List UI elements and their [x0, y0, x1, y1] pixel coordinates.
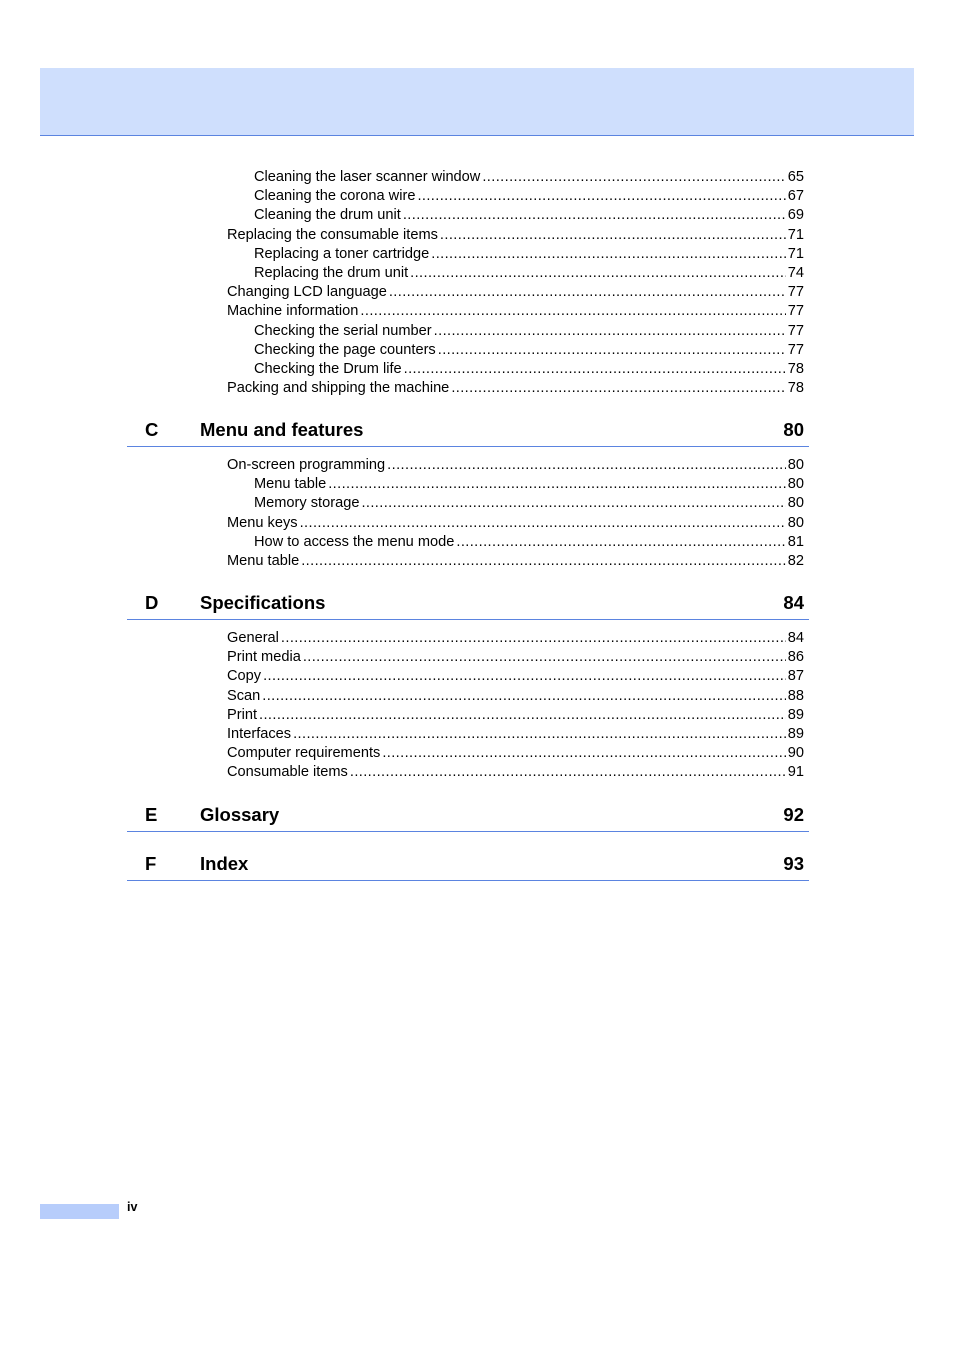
dot-leader: [387, 456, 786, 475]
chapter-heading[interactable]: [127, 590, 809, 620]
dot-leader: [263, 667, 786, 686]
chapter-letter: D: [145, 592, 159, 613]
toc-entry-title: Computer requirements: [227, 745, 381, 762]
toc-entry[interactable]: [227, 456, 804, 475]
toc-entry[interactable]: [254, 322, 804, 341]
toc-entry[interactable]: [254, 494, 804, 513]
toc-entry-page: 90: [787, 745, 804, 762]
toc-entry-title: Interfaces: [227, 726, 292, 742]
toc-entry-title: Cleaning the corona wire: [254, 188, 416, 205]
chapter-heading[interactable]: [127, 851, 809, 881]
toc-entry-page: 69: [787, 207, 804, 224]
toc-entry-title: Copy: [227, 668, 262, 685]
toc-entry-title: Menu table: [254, 476, 327, 493]
chapter-title: Menu and features: [200, 419, 364, 440]
dot-leader: [451, 379, 785, 398]
toc-entry-title: Checking the serial number: [254, 322, 432, 339]
dot-leader: [360, 302, 785, 321]
toc-entry-page: 74: [787, 265, 804, 281]
dot-leader: [259, 706, 786, 725]
toc-entry-page: 84: [787, 630, 804, 646]
dot-leader: [293, 725, 786, 744]
chapter-title: Specifications: [200, 592, 326, 613]
toc-entry-page: 71: [787, 245, 804, 262]
toc-entry-page: 86: [787, 649, 804, 666]
toc-entry[interactable]: [254, 187, 804, 206]
toc-entry-page: 65: [787, 169, 804, 185]
toc-entry-title: Checking the page counters: [254, 341, 436, 358]
toc-entry[interactable]: [227, 648, 804, 667]
toc-entry-page: 88: [787, 687, 804, 704]
toc-entry-title: Replacing the consumable items: [227, 226, 438, 243]
dot-leader: [303, 648, 786, 667]
dot-leader: [431, 245, 786, 264]
dot-leader: [382, 744, 785, 763]
toc-entry[interactable]: [254, 168, 804, 187]
dot-leader: [417, 187, 785, 206]
toc-entry-page: 80: [787, 514, 804, 531]
chapter-page: 84: [783, 592, 804, 613]
toc-entry-title: Menu keys: [227, 514, 298, 531]
dot-leader: [482, 168, 785, 187]
toc-entry-title: Consumable items: [227, 764, 348, 781]
dot-leader: [300, 514, 786, 533]
toc-entry[interactable]: [254, 206, 804, 225]
toc-entry-page: 67: [787, 188, 804, 205]
toc-entry-page: 80: [787, 457, 804, 473]
toc-entry[interactable]: [254, 245, 804, 264]
chapter-heading[interactable]: [127, 802, 809, 832]
chapter-heading[interactable]: [127, 417, 809, 447]
toc-entry-title: Scan: [227, 687, 261, 704]
toc-entry-title: On-screen programming: [227, 457, 386, 473]
dot-leader: [350, 763, 786, 782]
dot-leader: [262, 687, 786, 706]
toc-entry[interactable]: [254, 341, 804, 360]
toc-entry[interactable]: [227, 226, 804, 245]
toc-entry-title: Replacing the drum unit: [254, 265, 409, 281]
toc-entry-page: 89: [787, 706, 804, 723]
toc-entry-page: 87: [787, 668, 804, 685]
chapter-page: 93: [783, 853, 804, 874]
dot-leader: [403, 206, 786, 225]
dot-leader: [328, 475, 786, 494]
toc-entry[interactable]: [227, 667, 804, 686]
toc-entry[interactable]: [227, 725, 804, 744]
toc-entry-page: 80: [787, 495, 804, 512]
toc-entry-page: 77: [787, 284, 804, 301]
chapter-letter: F: [145, 853, 157, 874]
chapter-title: Index: [200, 853, 249, 874]
toc-entry[interactable]: [227, 283, 804, 302]
toc-entry[interactable]: [227, 552, 804, 571]
toc-entry-page: 77: [787, 303, 804, 320]
toc-entry-page: 82: [787, 553, 804, 569]
toc-entry-title: Memory storage: [254, 495, 360, 512]
dot-leader: [456, 533, 785, 552]
toc-entry[interactable]: [254, 475, 804, 494]
toc-entry-title: Cleaning the drum unit: [254, 207, 401, 224]
chapter-page: 80: [783, 419, 804, 440]
toc-entry[interactable]: [227, 379, 804, 398]
toc-entry[interactable]: [254, 264, 804, 283]
dot-leader: [440, 226, 786, 245]
toc-entry-title: Menu table: [227, 553, 300, 569]
toc-entry[interactable]: [227, 302, 804, 321]
toc-entry-page: 77: [787, 322, 804, 339]
toc-entry-title: Checking the Drum life: [254, 361, 402, 377]
dot-leader: [389, 283, 786, 302]
dot-leader: [301, 552, 786, 571]
toc-entry[interactable]: [227, 514, 804, 533]
toc-entry-title: General: [227, 630, 279, 646]
toc-entry-page: 78: [787, 380, 804, 397]
dot-leader: [404, 360, 786, 379]
toc-entry[interactable]: [254, 533, 804, 552]
toc-entry-title: Print media: [227, 649, 301, 666]
toc-entry[interactable]: [227, 763, 804, 782]
toc-entry-page: 71: [787, 226, 804, 243]
chapter-title: Glossary: [200, 804, 280, 825]
header-band: [40, 68, 914, 136]
toc-entry-title: How to access the menu mode: [254, 533, 455, 550]
toc-entry[interactable]: [254, 360, 804, 379]
toc-entry-title: Print: [227, 706, 258, 723]
toc-entry-title: Replacing a toner cartridge: [254, 245, 430, 262]
toc-entry[interactable]: [227, 629, 804, 648]
chapter-letter: C: [145, 419, 159, 440]
toc-entry[interactable]: [227, 706, 804, 725]
toc-entry-title: Packing and shipping the machine: [227, 380, 450, 397]
toc-entry[interactable]: [227, 744, 804, 763]
toc-entry-title: Changing LCD language: [227, 284, 387, 301]
toc-entry-page: 91: [787, 764, 804, 781]
footer-band: [40, 1204, 119, 1219]
toc-entry-title: Cleaning the laser scanner window: [254, 169, 481, 185]
dot-leader: [410, 264, 786, 283]
dot-leader: [438, 341, 786, 360]
toc-entry-page: 77: [787, 341, 804, 358]
toc-entry-title: Machine information: [227, 303, 359, 320]
dot-leader: [361, 494, 785, 513]
toc-entry-page: 89: [787, 726, 804, 742]
dot-leader: [281, 629, 786, 648]
dot-leader: [434, 322, 786, 341]
toc-entry[interactable]: [227, 687, 804, 706]
chapter-letter: E: [145, 804, 158, 825]
page-number: iv: [127, 1200, 138, 1214]
toc-entry-page: 81: [787, 533, 804, 550]
chapter-page: 92: [783, 804, 804, 825]
toc-entry-page: 80: [787, 476, 804, 493]
toc-entry-page: 78: [787, 361, 804, 377]
